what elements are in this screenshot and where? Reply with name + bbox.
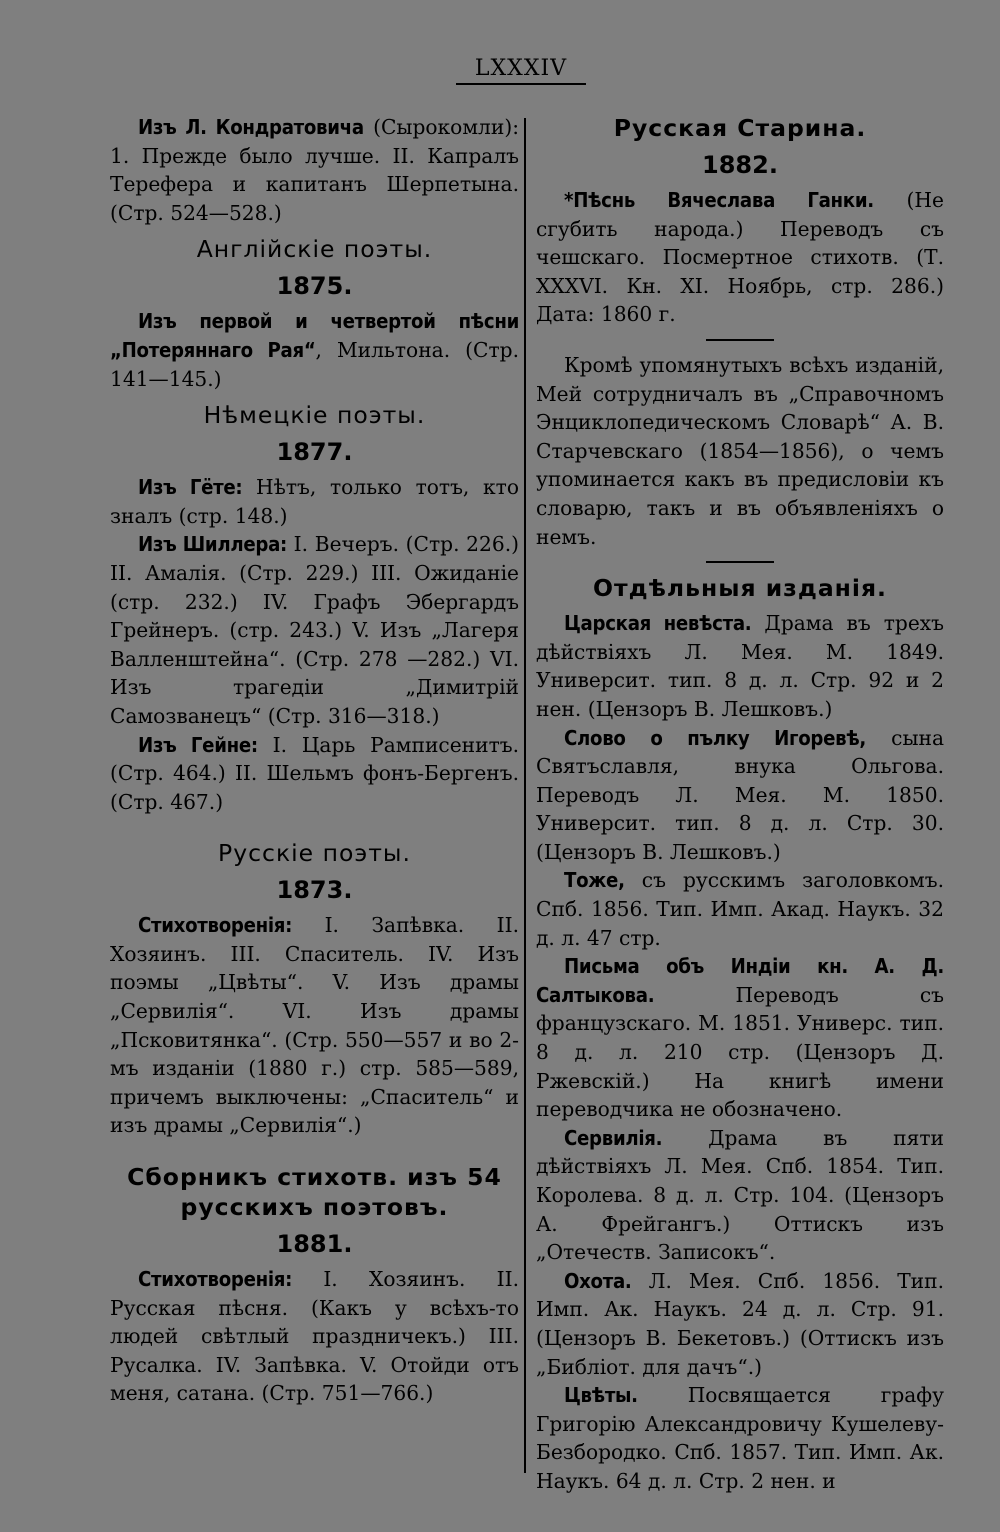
entry-poems-1881 — [110, 1265, 519, 1408]
entry-lead: Изъ первой и четвертой пѣсни „Потеряннаго Рая“ — [110, 309, 519, 362]
entry-text: Переводъ съ французскаго. М. 1851. Универс. тип. 8 д. л. 210 стр. (Цензоръ Д. Ржевскій.) На книгѣ имени переводчика не обозначено. — [536, 982, 944, 1122]
entry-tsvety — [536, 1381, 944, 1495]
section-heading-separate-editions: Отдѣльныя изданія. — [593, 574, 887, 603]
section-heading-russian: Русскіе поэты. — [218, 839, 411, 868]
entry-lead: Изъ Гейне: — [138, 732, 258, 757]
entry-text: Л. Мея. Спб. 1856. Тип. Имп. Ак. Наукъ. 24 д. л. Стр. 91. (Цензоръ В. Бекетовъ.) (Оттискъ изъ „Библіот. для дачъ“.) — [536, 1268, 944, 1379]
separator-rule — [706, 339, 774, 341]
entry-lead: *Пѣснь Вячеслава Ганки. — [564, 188, 874, 212]
entry-pisma-ob-indii — [536, 952, 944, 1124]
entry-text: I. Царь Рамписенитъ. (Стр. 464.) II. Шельмъ фонъ-Бергенъ. (Стр. 467.) — [110, 732, 519, 814]
entry-lead: Стихотворенія: — [138, 913, 293, 938]
year-heading-1881: 1881. — [276, 1230, 353, 1259]
left-column — [110, 113, 519, 1408]
section-heading-starina: Русская Старина. — [613, 114, 867, 142]
entry-text: I. Запѣвка. II. Хозяинъ. III. Спаситель. IV. Изъ поэмы „Цвѣты“. V. Изъ драмы „Сервилія“. VI. Изъ драмы „Псковитянка“. (Стр. 550—557 и во 2-мъ изданіи (1880 г.) стр. 585—589, причемъ выключены: „Спаситель“ и изъ драмы „Сервилія“.) — [110, 913, 519, 1138]
entry-text: Драма въ трехъ дѣйствіяхъ Л. Мея. М. 1849. Университ. тип. 8 д. л. Стр. 92 и 2 нен. (Цензоръ В. Лешковъ.) — [536, 611, 944, 721]
entry-encyclopedia-note: Кромѣ упомянутыхъ всѣхъ изданій, Мей сотрудничалъ въ „Справочномъ Энциклопедическомъ Словарѣ“ А. В. Старчевскаго (1854—1856), о чемъ упоминается какъ въ предисловіи къ словарю, такъ и въ объявленіяхъ о немъ. — [536, 352, 944, 549]
separator-rule — [706, 561, 774, 563]
entry-lead: Стихотворенія: — [138, 1267, 293, 1292]
entry-text: Драма въ пяти дѣйствіяхъ Л. Мея. Спб. 1854. Тип. Королева. 8 д. л. Стр. 104. (Цензоръ А. Фрейгангъ.) Оттискъ изъ „Отечеств. Записокъ“. — [536, 1125, 944, 1265]
entry-milton — [110, 307, 519, 393]
entry-lead: Сервилія. — [564, 1125, 663, 1150]
entry-text: (Не сгубить народа.) Переводъ съ чешскаго. Посмертное стихотв. (Т. XXXVI. Кн. XI. Ноябрь, стр. 286.) Дата: 1860 г. — [536, 188, 944, 327]
entry-lead: Письма объ Индіи кн. А. Д. Салтыкова. — [536, 954, 944, 1007]
entry-text: I. Хозяинъ. II. Русская пѣсня. (Какъ у всѣхъ-то людей свѣтлый праздничекъ.) III. Русалка. IV. Запѣвка. V. Отойди отъ меня, сатана. (Стр. 751—766.) — [110, 1267, 519, 1406]
entry-tsarskaya-nevesta — [536, 609, 944, 723]
entry-lead: Тоже, — [564, 868, 625, 893]
entry-text: сына Святъславля, внука Ольгова. Переводъ Л. Мея. М. 1850. Университ. тип. 8 д. л. Стр. 30. (Цензоръ В. Лешковъ.) — [536, 725, 944, 864]
entry-lead: Слово о пълку Игоревѣ, — [564, 725, 866, 750]
section-heading-sbornik: Сборникъ стихотв. изъ 54 русскихъ поэтовъ. — [127, 1163, 502, 1222]
entry-lead: Цвѣты. — [564, 1383, 638, 1408]
right-column — [536, 113, 944, 1496]
entry-lead: Охота. — [564, 1268, 632, 1293]
entry-kondratovich — [110, 113, 519, 227]
section-heading-english: Англійскіе поэты. — [196, 235, 433, 264]
entry-text: Нѣтъ, только тотъ, кто зналъ (стр. 148.) — [110, 475, 519, 528]
page-number: LXXXIV — [456, 56, 586, 85]
year-heading-1882: 1882. — [702, 151, 778, 179]
entry-text: , Мильтона. (Стр. 141—145.) — [110, 337, 519, 391]
entry-schiller — [110, 530, 519, 730]
entry-heine — [110, 731, 519, 817]
entry-text: Посвящается графу Григорію Александровичу Кушелеву-Безбородко. Спб. 1857. Тип. Имп. Ак. Наукъ. 64 д. л. Стр. 2 нен. и — [536, 1383, 944, 1493]
entry-text: I. Вечеръ. (Стр. 226.) II. Амалія. (Стр. 229.) III. Ожиданіе (стр. 232.) IV. Графъ Эбергардъ Грейнеръ. (стр. 243.) V. Изъ „Лагеря Валленштейна“. (Стр. 278 —282.) VI. Изъ трагедіи „Димитрій Самозванецъ“ (Стр. 316—318.) — [110, 532, 519, 728]
entry-text: съ русскимъ заголовкомъ. Спб. 1856. Тип. Имп. Акад. Наукъ. 32 д. л. 47 стр. — [536, 868, 944, 950]
year-heading-1873: 1873. — [276, 876, 353, 905]
entry-lead: Изъ Л. Кондратовича — [138, 115, 364, 139]
entry-poems-1873 — [110, 911, 519, 1140]
year-heading-1877: 1877. — [276, 438, 353, 467]
entry-tozhe — [536, 866, 944, 952]
section-heading-german: Нѣмецкіе поэты. — [203, 401, 426, 430]
entry-text: (Сырокомли): 1. Прежде было лучше. II. Капралъ Терефера и капитанъ Шерпетына. (Стр. 524—528.) — [110, 115, 519, 225]
year-heading-1875: 1875. — [276, 272, 353, 301]
entry-lead: Изъ Гёте: — [138, 475, 243, 500]
entry-hanka — [536, 186, 944, 329]
entry-lead: Царская невѣста. — [564, 611, 752, 636]
entry-lead: Изъ Шиллера: — [138, 532, 288, 557]
entry-goethe — [110, 473, 519, 530]
entry-serviliya — [536, 1124, 944, 1267]
entry-slovo-o-polku — [536, 724, 944, 867]
entry-okhota — [536, 1267, 944, 1381]
column-divider — [524, 118, 526, 1473]
